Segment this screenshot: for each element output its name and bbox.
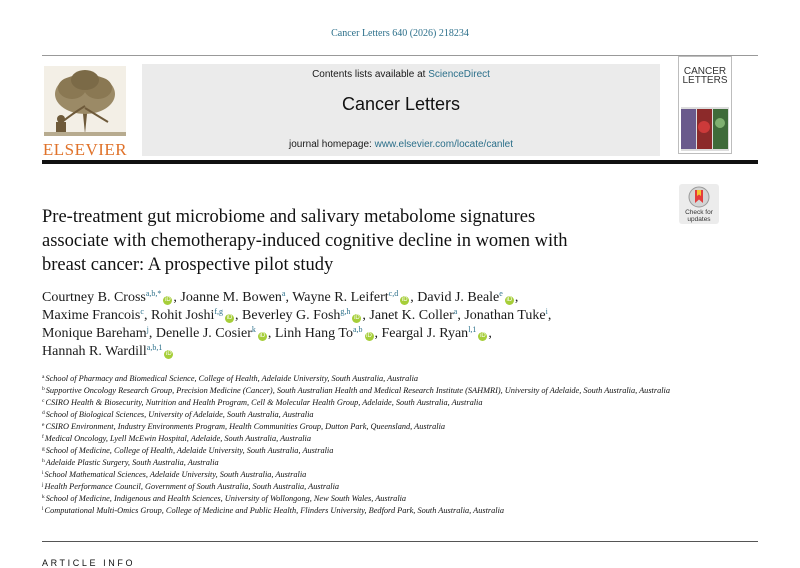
title-line: breast cancer: A prospective pilot study (42, 255, 334, 275)
affiliation-marker[interactable]: c (140, 307, 144, 316)
cover-title-line2: LETTERS (682, 75, 728, 86)
elsevier-tree-icon (42, 64, 128, 138)
author-name[interactable]: Joanne M. Bowen (180, 290, 282, 305)
author-separator: , (514, 290, 519, 305)
author-name[interactable]: Rohit Joshi (150, 308, 215, 323)
author-name[interactable]: Maxime Francois (42, 308, 141, 323)
affiliation-item (42, 493, 682, 505)
affiliation-label: d (42, 410, 45, 416)
affiliation-list (42, 373, 682, 517)
badge-text (679, 209, 719, 223)
contents-prefix: Contents lists available at (312, 69, 429, 80)
author[interactable] (464, 308, 551, 323)
title-line: Pre-treatment gut microbiome and salivary metabolome signatures (42, 207, 536, 227)
affiliation-text: CSIRO Health & Biosecurity, Nutrition and Health Program, Cell & Molecular Health Group, Adelaide, South Australia, Australia (45, 398, 483, 407)
orcid-icon[interactable]: iD (506, 297, 513, 303)
affiliation-item (42, 373, 682, 385)
author[interactable] (417, 290, 518, 305)
author-line (42, 307, 742, 325)
affiliation-text: Supportive Oncology Research Group, Precision Medicine (Cancer), South Australian Health and Medical Research Institute (SAHMRI), University of Adelaide, South Australia, Australia (45, 386, 670, 395)
author-separator: , (267, 326, 275, 341)
affiliation-item (42, 397, 682, 409)
affiliation-label: f (42, 434, 44, 440)
author-separator: , (547, 308, 552, 323)
affiliation-text: School of Biological Sciences, University of Adelaide, South Australia, Australia (45, 410, 314, 419)
author[interactable] (180, 290, 292, 305)
affiliation-text: School Mathematical Sciences, Adelaide University, South Australia, Australia (44, 470, 307, 479)
title-line: associate with chemotherapy-induced cognitive decline in women with (42, 231, 568, 251)
author[interactable] (242, 308, 369, 323)
author[interactable] (156, 326, 275, 341)
affiliation-item (42, 457, 682, 469)
journal-masthead (142, 64, 660, 156)
affiliation-marker[interactable]: a (453, 307, 458, 316)
affiliation-item (42, 421, 682, 433)
author-separator: , (457, 308, 465, 323)
affiliation-item (42, 433, 682, 445)
author[interactable] (292, 290, 417, 305)
affiliation-label: l (42, 506, 44, 512)
affiliation-marker[interactable]: k (251, 325, 256, 334)
affiliation-label: h (42, 458, 45, 464)
cover-title-line1: CANCER (683, 66, 727, 77)
contents-line (142, 69, 660, 80)
author-separator: , (410, 290, 418, 305)
affiliation-text: School of Medicine, College of Health, Adelaide University, South Australia, Australia (45, 446, 334, 455)
affiliation-item (42, 385, 682, 397)
author-line (42, 325, 742, 343)
affiliation-marker[interactable]: a,b,* (145, 289, 162, 298)
affiliation-label: j (42, 482, 44, 488)
author-separator: , (374, 326, 382, 341)
author[interactable] (382, 326, 492, 341)
orcid-icon[interactable]: iD (480, 333, 486, 339)
citation-link[interactable]: Cancer Letters 640 (2026) 218234 (331, 28, 469, 39)
author-separator: , (235, 308, 243, 323)
author-name[interactable]: Hannah R. Wardill (42, 344, 147, 359)
affiliation-label: k (42, 494, 45, 500)
author[interactable] (42, 290, 180, 305)
author-name[interactable]: Linh Hang To (274, 326, 353, 341)
check-for-updates-button[interactable] (679, 184, 719, 224)
orcid-icon[interactable]: iD (401, 297, 408, 303)
author-list (42, 289, 742, 361)
article-info-heading: ARTICLE INFO (42, 558, 136, 568)
orcid-icon[interactable]: iD (226, 315, 233, 321)
affiliation-marker[interactable]: g,h (340, 307, 351, 316)
affiliation-marker[interactable]: f,g (214, 307, 224, 316)
affiliation-text: School of Pharmacy and Biomedical Science, College of Health, Adelaide University, South Australia, Australia (45, 374, 419, 383)
affiliation-item (42, 445, 682, 457)
author-separator: , (143, 308, 151, 323)
bookmark-icon (679, 184, 719, 210)
affiliation-marker[interactable]: e (499, 289, 503, 298)
author[interactable] (275, 326, 382, 341)
orcid-icon[interactable]: iD (259, 333, 266, 339)
elsevier-logo[interactable] (42, 64, 128, 159)
affiliation-marker[interactable]: j (146, 325, 149, 334)
author-name[interactable]: Janet K. Coller (369, 308, 454, 323)
orcid-icon[interactable]: iD (366, 333, 372, 339)
orcid-icon[interactable]: iD (354, 315, 360, 321)
affiliation-text: Adelaide Plastic Surgery, South Australia, Australia (45, 458, 219, 467)
badge-line2: updates (687, 216, 711, 223)
homepage-line (142, 139, 660, 150)
affiliation-marker[interactable]: l,1 (468, 325, 477, 334)
author[interactable] (369, 308, 464, 323)
top-divider (42, 55, 758, 56)
affiliation-label: c (42, 398, 45, 404)
affiliation-marker[interactable]: a,b (352, 325, 363, 334)
affiliation-text: School of Medicine, Indigenous and Health Sciences, University of Wollongong, New South Wales, Australia (45, 494, 407, 503)
author-line (42, 343, 742, 361)
affiliation-item (42, 409, 682, 421)
author-name[interactable]: Beverley G. Fosh (242, 308, 341, 323)
affiliation-item (42, 469, 682, 481)
author-line (42, 289, 742, 307)
affiliation-label: i (42, 470, 44, 476)
author-separator: , (285, 290, 293, 305)
badge-line1: Check for (685, 209, 713, 216)
orcid-icon[interactable]: iD (165, 351, 172, 357)
author[interactable] (42, 308, 151, 323)
author-separator: , (488, 326, 492, 341)
homepage-prefix: journal homepage: (288, 139, 375, 150)
affiliation-text: CSIRO Environment, Industry Environments Program, Health Communities Group, Dutton Park, Queensland, Australia (45, 422, 446, 431)
author-separator: , (173, 290, 181, 305)
author-name[interactable]: David J. Beale (417, 290, 500, 305)
affiliation-marker[interactable]: a,b,1 (146, 343, 163, 352)
author-separator: , (362, 308, 370, 323)
journal-cover[interactable] (678, 56, 732, 154)
header-divider (42, 160, 758, 164)
affiliation-item (42, 481, 682, 493)
affiliation-marker[interactable]: a (281, 289, 286, 298)
affiliation-label: g (42, 446, 45, 452)
affiliation-item (42, 505, 682, 517)
author-name[interactable]: Jonathan Tuke (464, 308, 546, 323)
sciencedirect-link[interactable]: ScienceDirect (428, 69, 490, 80)
section-divider (42, 541, 758, 542)
author-name[interactable]: Courtney B. Cross (42, 290, 146, 305)
affiliation-label: a (42, 374, 45, 380)
journal-title[interactable]: Cancer Letters (341, 94, 461, 114)
author[interactable] (151, 308, 242, 323)
author-name[interactable]: Denelle J. Cosier (155, 326, 252, 341)
author-name[interactable]: Monique Bareham (42, 326, 147, 341)
homepage-link[interactable]: www.elsevier.com/locate/canlet (374, 139, 514, 150)
orcid-icon[interactable]: iD (165, 297, 171, 303)
affiliation-text: Computational Multi-Omics Group, College of Medicine and Public Health, Flinders University, Bedford Park, South Australia, Australia (44, 506, 505, 515)
affiliation-label: b (42, 386, 45, 392)
affiliation-marker[interactable]: c,d (388, 289, 399, 298)
publisher-name: ELSEVIER (42, 140, 128, 159)
author-name[interactable]: Feargal J. Ryan (381, 326, 469, 341)
cover-art-icon (679, 57, 731, 153)
author-separator: , (148, 326, 156, 341)
author-name[interactable]: Wayne R. Leifert (292, 290, 389, 305)
article-title (42, 205, 672, 277)
author[interactable] (42, 344, 174, 359)
author[interactable] (42, 326, 156, 341)
affiliation-text: Health Performance Council, Government of South Australia, South Australia, Australia (44, 482, 340, 491)
affiliation-text: Medical Oncology, Lyell McEwin Hospital, Adelaide, South Australia, Australia (44, 434, 311, 443)
affiliation-marker[interactable]: i (545, 307, 548, 316)
affiliation-label: e (42, 422, 45, 428)
